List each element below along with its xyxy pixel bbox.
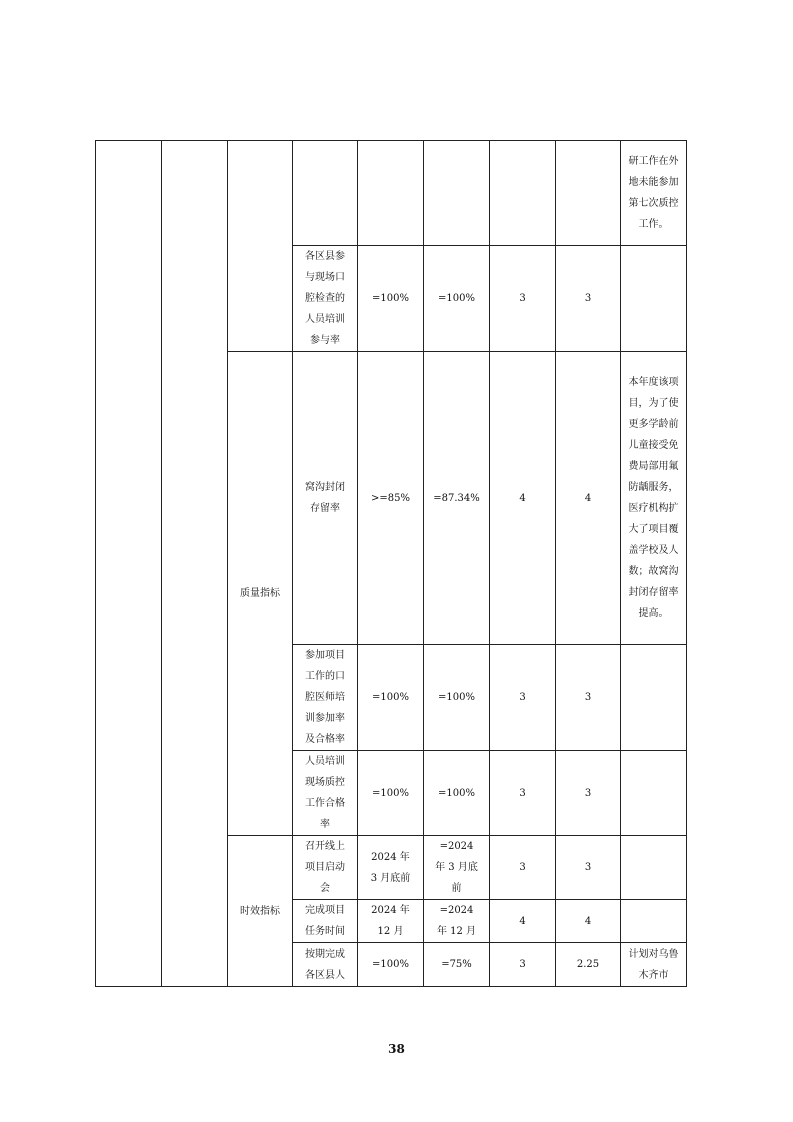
score-cell: 2.25 (556, 943, 621, 987)
target-cell: =100% (358, 246, 424, 352)
indicator-cell: 人员培训现场质控工作合格率 (293, 751, 358, 836)
indicator-cell (293, 141, 358, 246)
target-cell: =100% (358, 751, 424, 836)
target-cell: 2024 年 12 月 (358, 900, 424, 943)
weight-cell: 3 (490, 751, 556, 836)
score-cell: 3 (556, 836, 621, 900)
remark-cell (621, 246, 687, 352)
remark-cell (621, 645, 687, 751)
weight-cell: 3 (490, 246, 556, 352)
weight-cell: 4 (490, 352, 556, 645)
remark-cell (621, 900, 687, 943)
target-cell (358, 141, 424, 246)
remark-cell: 计划对乌鲁木齐市 (621, 943, 687, 987)
indicator-cell: 参加项目工作的口腔医师培训参加率及合格率 (293, 645, 358, 751)
score-cell: 4 (556, 352, 621, 645)
actual-cell: =100% (424, 246, 490, 352)
timeliness-category-cell: 时效指标 (228, 836, 293, 987)
indicator-cell: 按期完成各区县人 (293, 943, 358, 987)
tertiary-category-cell (228, 141, 293, 352)
remark-cell (621, 751, 687, 836)
score-cell: 4 (556, 900, 621, 943)
quality-category-cell: 质量指标 (228, 352, 293, 836)
score-cell: 3 (556, 246, 621, 352)
score-cell: 3 (556, 645, 621, 751)
remark-cell (621, 836, 687, 900)
target-cell: =100% (358, 943, 424, 987)
page-number: 38 (388, 1042, 405, 1056)
actual-cell (424, 141, 490, 246)
table-row (96, 141, 687, 246)
primary-indicator-cell (96, 141, 162, 987)
remark-cell: 本年度该项目，为了使更多学龄前儿童接受免费局部用氟防龋服务，医疗机构扩大了项目覆盖学校及人数；故窝沟封闭存留率提高。 (621, 352, 687, 645)
indicator-cell: 窝沟封闭存留率 (293, 352, 358, 645)
actual-cell: =87.34% (424, 352, 490, 645)
actual-cell: =2024 年 12 月 (424, 900, 490, 943)
target-cell: =100% (358, 645, 424, 751)
weight-cell: 3 (490, 645, 556, 751)
score-cell (556, 141, 621, 246)
score-cell: 3 (556, 751, 621, 836)
actual-cell: =100% (424, 645, 490, 751)
actual-cell: =75% (424, 943, 490, 987)
indicator-cell: 完成项目任务时间 (293, 900, 358, 943)
target-cell: >=85% (358, 352, 424, 645)
actual-cell: =100% (424, 751, 490, 836)
weight-cell: 3 (490, 836, 556, 900)
weight-cell (490, 141, 556, 246)
secondary-indicator-cell (162, 141, 228, 987)
remark-cell: 研工作在外地未能参加第七次质控工作。 (621, 141, 687, 246)
indicator-cell: 各区县参与现场口腔检查的人员培训参与率 (293, 246, 358, 352)
weight-cell: 4 (490, 900, 556, 943)
indicator-cell: 召开线上项目启动会 (293, 836, 358, 900)
target-cell: 2024 年 3 月底前 (358, 836, 424, 900)
performance-table (95, 140, 687, 987)
weight-cell: 3 (490, 943, 556, 987)
actual-cell: =2024 年 3 月底前 (424, 836, 490, 900)
